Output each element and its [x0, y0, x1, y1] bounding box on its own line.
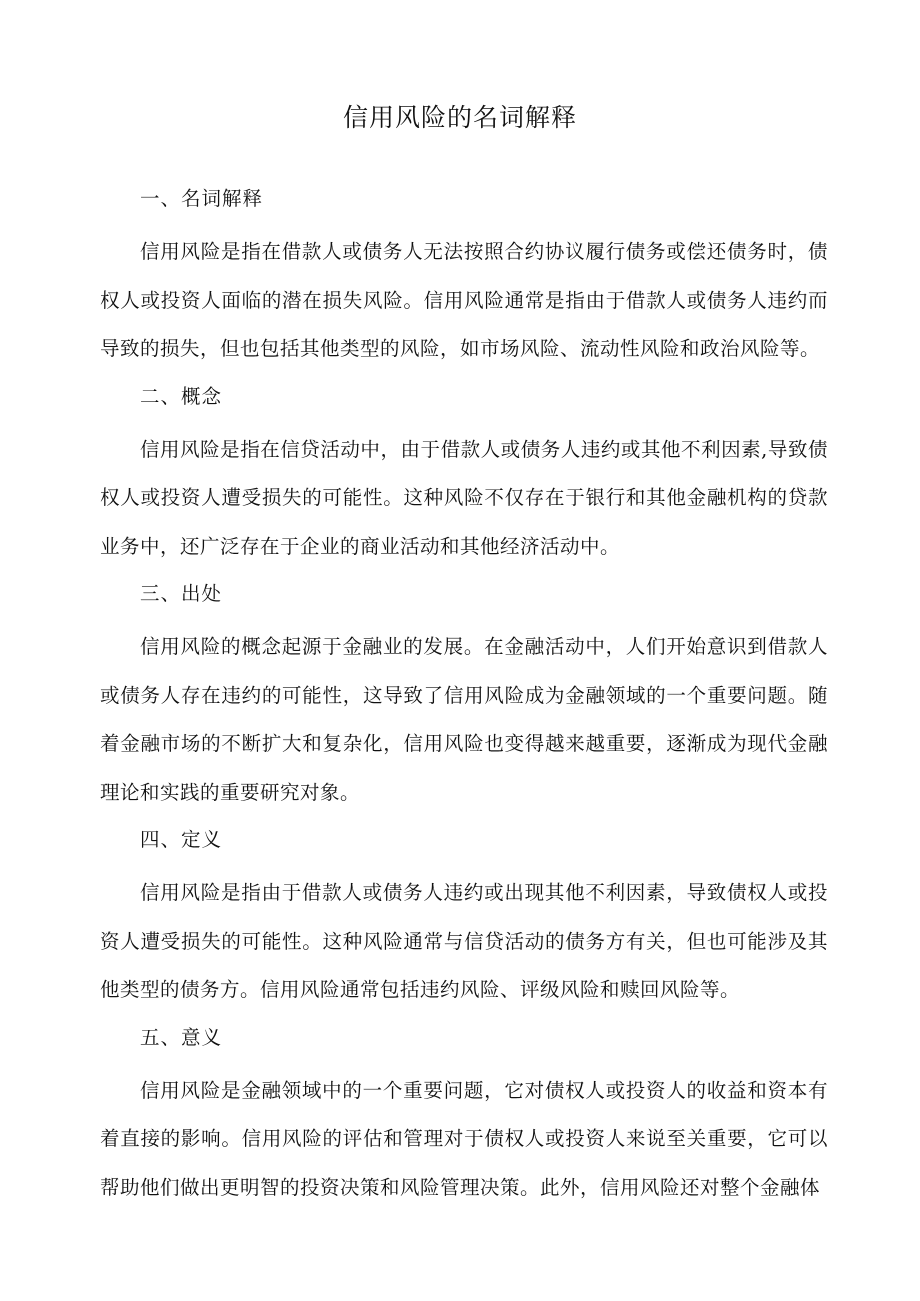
- section-heading: 二、概念: [140, 384, 223, 408]
- section-paragraph: 信用风险是金融领域中的一个重要问题，它对债权人或投资人的收益和资本有着直接的影响。信用风险的评估和管理对于债权人或投资人来说至关重要，它可以帮助他们做出更明智的投资决策和风险管理决策。此外，信用风险还对整个金融体: [100, 1078, 828, 1199]
- section-formal-definition: [100, 819, 828, 1017]
- section-paragraph: 信用风险是指由于借款人或债务人违约或出现其他不利因素，导致债权人或投资人遭受损失的可能性。这种风险通常与信贷活动的债务方有关，但也可能涉及其他类型的债务方。信用风险通常包括违约风险、评级风险和赎回风险等。: [100, 881, 828, 1001]
- section-heading: 四、定义: [140, 828, 223, 851]
- section-concept: [100, 376, 828, 574]
- section-significance: [100, 1017, 828, 1213]
- section-paragraph: 信用风险的概念起源于金融业的发展。在金融活动中，人们开始意识到借款人或债务人存在违约的可能性，这导致了信用风险成为金融领域的一个重要问题。随着金融市场的不断扩大和复杂化，信用风险也变得越来越重要，逐渐成为现代金融理论和实践的重要研究对象。: [100, 635, 828, 804]
- section-definition: [100, 178, 828, 376]
- section-paragraph: 信用风险是指在信贷活动中，由于借款人或债务人违约或其他不利因素,导致债权人或投资人遭受损失的可能性。这种风险不仅存在于银行和其他金融机构的贷款业务中，还广泛存在于企业的商业活动和其他经济活动中。: [100, 437, 828, 558]
- document-body: [100, 178, 828, 1212]
- section-paragraph: 信用风险是指在借款人或债务人无法按照合约协议履行债务或偿还债务时，债权人或投资人面临的潜在损失风险。信用风险通常是指由于借款人或债务人违约而导致的损失，但也包括其他类型的风险，如市场风险、流动性风险和政治风险等。: [100, 240, 828, 360]
- section-heading: 五、意义: [140, 1025, 223, 1049]
- section-heading: 三、出处: [140, 582, 223, 605]
- document-title: 信用风险的名词解释: [342, 103, 577, 132]
- section-origin: [100, 573, 828, 819]
- section-heading: 一、名词解释: [140, 187, 264, 210]
